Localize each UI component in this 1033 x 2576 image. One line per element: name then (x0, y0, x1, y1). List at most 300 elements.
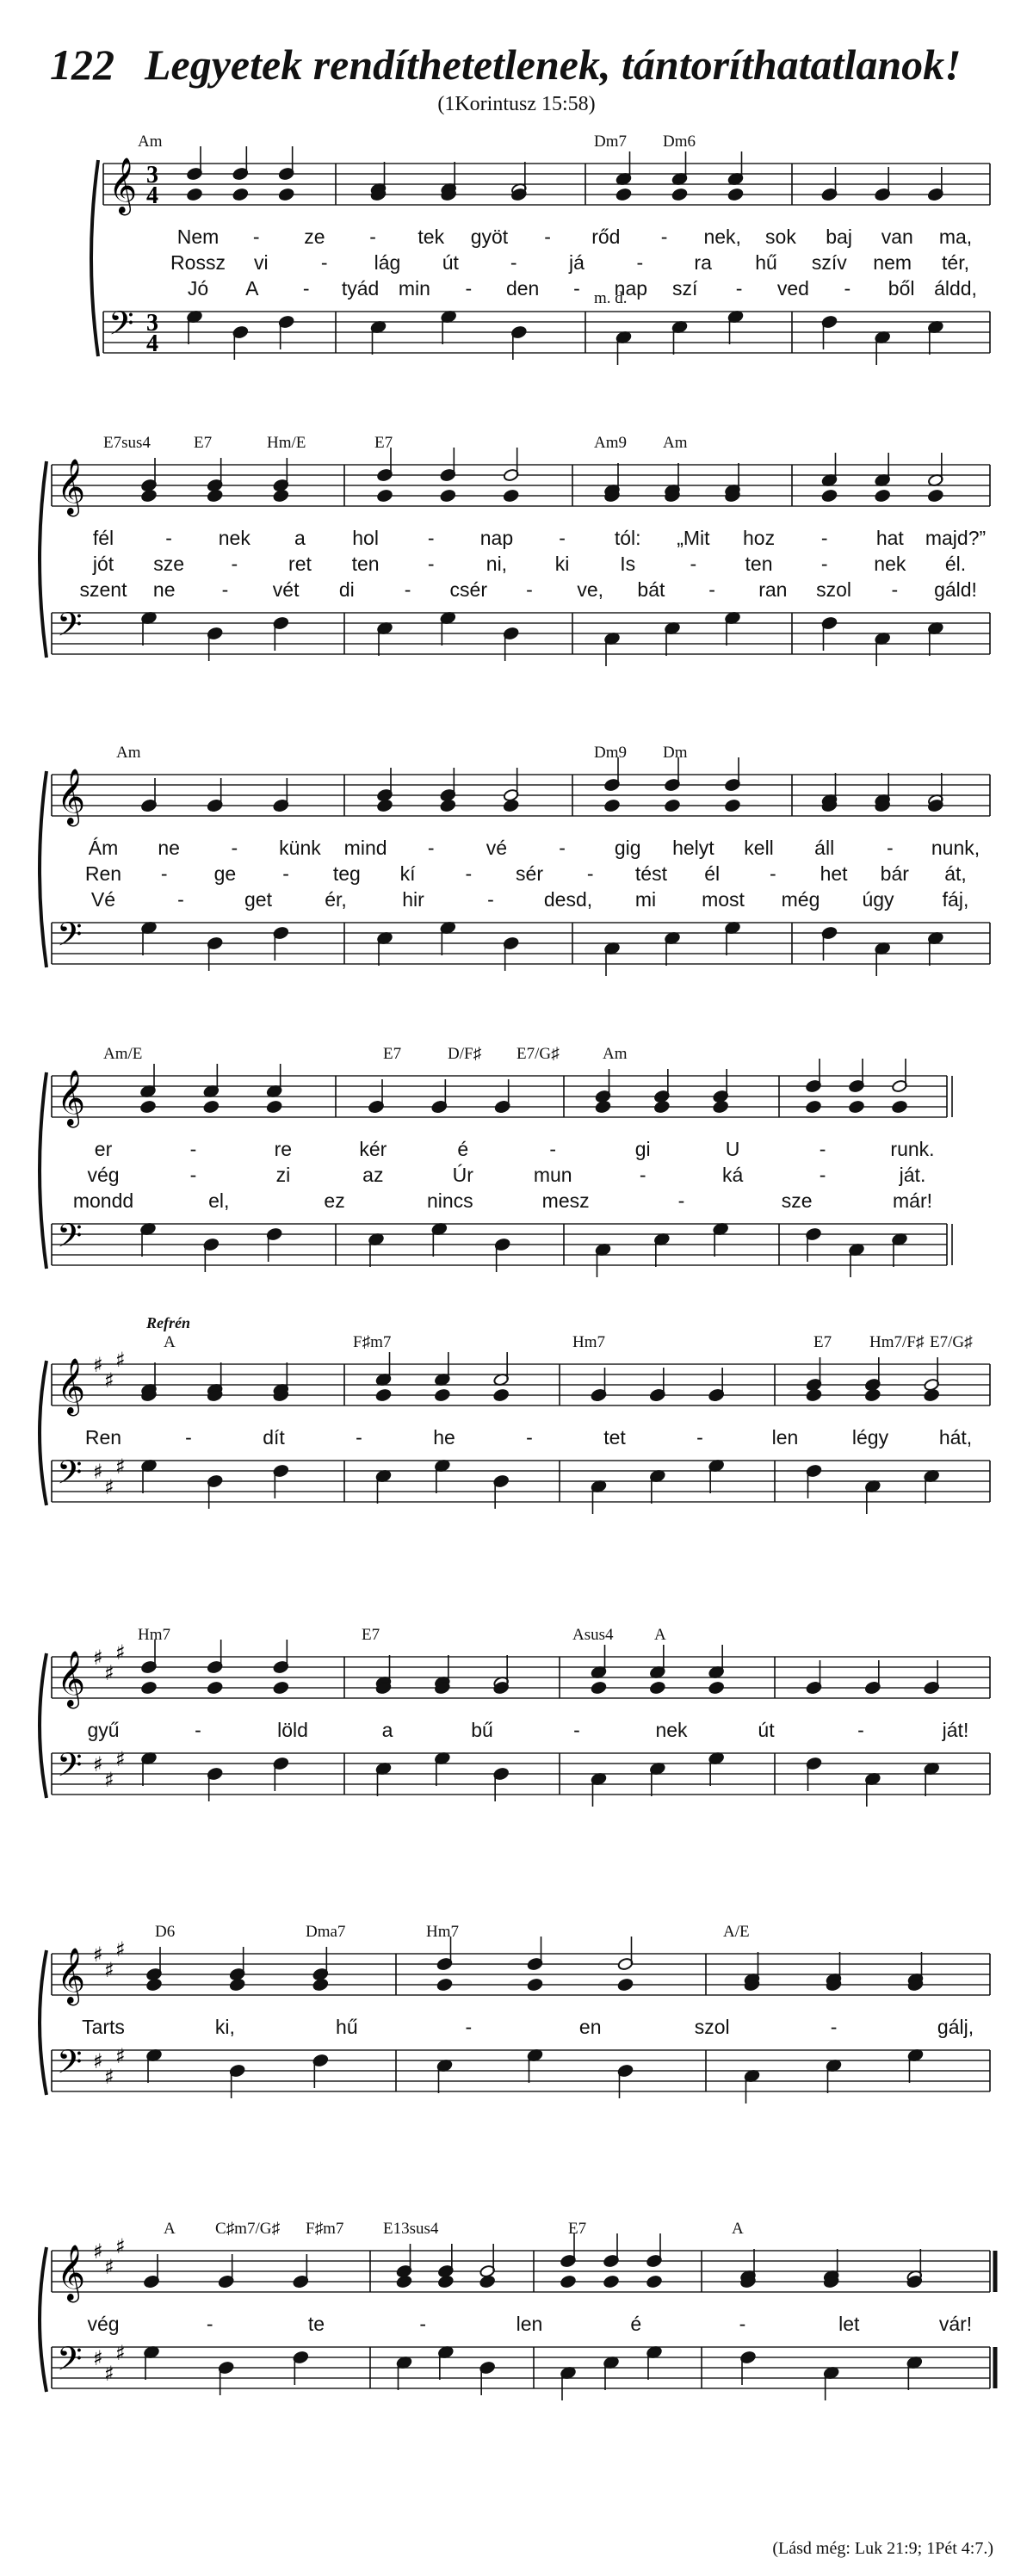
note-head (203, 1100, 220, 1114)
chord-symbol: Hm/E (267, 434, 306, 452)
chord-symbol: C♯m7/G♯ (215, 2220, 280, 2238)
key-signature-sharp: ♯ (115, 1937, 126, 1961)
lyric-hyphen: - (177, 888, 184, 911)
key-signature-sharp: ♯ (115, 2044, 126, 2068)
key-signature-sharp: ♯ (104, 2362, 114, 2386)
chord-symbol: Dm (663, 744, 688, 762)
key-signature-sharp: ♯ (104, 2255, 114, 2279)
lyric-syllable: gáld! (934, 578, 977, 601)
lyric-syllable: tet (603, 1426, 626, 1449)
lyric-hyphen: - (735, 277, 743, 300)
lyric-syllable: é (457, 1138, 469, 1160)
lyric-hyphen: - (231, 553, 238, 575)
bass-clef: 𝄢 (57, 915, 83, 961)
hymn-header (0, 0, 1033, 120)
chord-symbol: A/E (723, 1923, 750, 1941)
lyric-hyphen: - (586, 862, 594, 885)
key-signature-sharp: ♯ (93, 1646, 103, 1670)
system-brace (40, 1072, 46, 1269)
lyric-syllable: úgy (862, 888, 894, 911)
lyric-hyphen: - (427, 837, 435, 859)
lyric-syllable: di (338, 578, 355, 601)
lyric-hyphen: - (320, 251, 328, 274)
note-head (849, 1100, 865, 1114)
lyric-syllable: él (704, 862, 721, 885)
lyric-syllable: vég (87, 1164, 120, 1186)
lyric-syllable: ne (152, 578, 176, 601)
lyric-syllable: tól: (614, 527, 641, 549)
system-brace (40, 1653, 46, 1798)
lyric-hyphen: - (302, 277, 310, 300)
lyric-syllable: ér, (325, 888, 347, 911)
lyric-syllable: nek (218, 527, 251, 549)
lyric-syllable: helyt (672, 837, 714, 859)
key-signature-sharp: ♯ (93, 1752, 103, 1776)
note-head (653, 1100, 670, 1114)
lyric-syllable: Nem (176, 225, 220, 248)
lyric-hyphen: - (189, 1164, 197, 1186)
lyric-syllable: den (505, 277, 540, 300)
lyric-syllable: hű (336, 2016, 358, 2038)
note-head (440, 489, 456, 503)
lyric-syllable: Vé (90, 888, 116, 911)
chord-symbol: D/F♯ (448, 1045, 482, 1063)
key-signature-sharp: ♯ (93, 2049, 103, 2073)
chord-symbol: Am (138, 133, 163, 151)
note-head (479, 2275, 496, 2289)
chord-symbol: A (164, 2220, 176, 2238)
lyric-syllable: künk (279, 837, 321, 859)
lyric-syllable: ten (745, 553, 773, 575)
lyric-hyphen: - (465, 2016, 473, 2038)
music-system (0, 1041, 1033, 1351)
lyric-syllable: még (781, 888, 820, 911)
lyric-syllable: csér (449, 578, 488, 601)
lyric-syllable: fáj, (942, 888, 969, 911)
lyric-syllable: mind (343, 837, 387, 859)
lyric-syllable: vég (87, 2313, 120, 2335)
lyric-syllable: kí (399, 862, 416, 885)
lyric-syllable: most (702, 888, 745, 911)
note-head (436, 1978, 453, 1992)
chord-symbol: Dm9 (594, 744, 627, 762)
bass-clef: 𝄢 (57, 1745, 83, 1792)
lyric-syllable: már! (893, 1189, 932, 1212)
lyric-hyphen: - (819, 1164, 826, 1186)
note-head (146, 1978, 163, 1992)
key-signature-sharp: ♯ (115, 1455, 126, 1479)
lyric-syllable: Úr (452, 1164, 473, 1186)
lyric-syllable: gig (614, 837, 641, 859)
treble-clef: 𝄞 (57, 1948, 86, 2004)
lyric-syllable: ne (158, 837, 180, 859)
lyric-hyphen: - (739, 2313, 746, 2335)
key-signature-sharp: ♯ (115, 1640, 126, 1665)
lyric-hyphen: - (639, 1164, 646, 1186)
lyric-syllable: vár! (938, 2313, 973, 2335)
lyric-syllable: jót (92, 553, 114, 575)
lyric-syllable: A (245, 277, 259, 300)
system-brace (40, 1361, 46, 1505)
system-brace (40, 771, 46, 967)
lyric-hyphen: - (427, 553, 435, 575)
bass-clef: 𝄢 (57, 605, 83, 652)
note-head (646, 2275, 663, 2289)
lyric-syllable: hir (402, 888, 424, 911)
lyric-hyphen: - (830, 2016, 838, 2038)
note-head (727, 188, 744, 201)
lyric-syllable: légy (851, 1426, 889, 1449)
chord-symbol: Hm7 (138, 1626, 170, 1644)
lyric-hyphen: - (189, 1138, 197, 1160)
system-brace (40, 1950, 46, 2095)
hymn-number: 122 (50, 40, 114, 89)
lyric-syllable: lág (374, 251, 401, 274)
lyric-hyphen: - (770, 862, 776, 885)
time-signature: 4 (146, 182, 158, 209)
lyric-syllable: ret (288, 553, 312, 575)
lyric-syllable: sze (153, 553, 185, 575)
key-signature-sharp: ♯ (104, 1368, 114, 1393)
bass-clef: 𝄢 (57, 2339, 83, 2386)
lyric-syllable: Ren (84, 862, 122, 885)
lyric-hyphen: - (636, 251, 644, 274)
lyric-hyphen: - (559, 527, 566, 549)
lyric-syllable: min (398, 277, 430, 300)
lyric-hyphen: - (696, 1426, 703, 1449)
lyric-hyphen: - (844, 277, 851, 300)
lyric-hyphen: - (510, 251, 517, 274)
chord-symbol: A (732, 2220, 744, 2238)
lyric-syllable: a (381, 1719, 393, 1741)
lyric-syllable: ten (351, 553, 380, 575)
chord-symbol: Am (663, 434, 688, 452)
note-head (140, 1100, 157, 1114)
bass-clef: 𝄢 (57, 1453, 83, 1499)
lyric-syllable: nek, (703, 225, 741, 248)
music-system (0, 129, 1033, 439)
note-head (665, 799, 681, 812)
lyric-syllable: hű (755, 251, 777, 274)
lyric-syllable: let (838, 2313, 860, 2335)
lyric-syllable: nek (655, 1719, 688, 1741)
lyric-syllable: len (771, 1426, 799, 1449)
lyric-syllable: mi (634, 888, 657, 911)
lyric-syllable: len (516, 2313, 543, 2335)
lyric-syllable: nap (614, 277, 648, 300)
note-head (141, 489, 158, 503)
chord-symbol: A (654, 1626, 666, 1644)
treble-clef: 𝄞 (57, 769, 86, 825)
lyric-hyphen: - (465, 862, 473, 885)
lyric-hyphen: - (282, 862, 289, 885)
lyric-hyphen: - (165, 527, 172, 549)
note-head (617, 1978, 634, 1992)
lyric-syllable: áll (814, 837, 835, 859)
lyric-syllable: fél (92, 527, 114, 549)
lyric-syllable: él. (944, 553, 967, 575)
lyric-syllable: ve, (577, 578, 604, 601)
see-also-note: (Lásd még: Luk 21:9; 1Pét 4:7.) (772, 2539, 993, 2558)
note-head (312, 1978, 329, 1992)
lyric-syllable: gyöt (470, 225, 509, 248)
lyric-syllable: hoz (742, 527, 776, 549)
lyric-syllable: szol (694, 2016, 730, 2038)
note-head (207, 489, 223, 503)
chord-symbol: E7 (568, 2220, 587, 2238)
lyric-syllable: dít (263, 1426, 285, 1449)
note-head (527, 1978, 543, 1992)
note-head (924, 1388, 940, 1402)
lyric-syllable: Ám (88, 837, 119, 859)
chord-symbol: Am9 (594, 434, 627, 452)
lyric-hyphen: - (549, 1138, 557, 1160)
lyric-hyphen: - (820, 527, 828, 549)
note-head (437, 2275, 454, 2289)
note-head (927, 489, 943, 503)
chord-symbol: Dm6 (663, 133, 696, 151)
note-head (377, 489, 393, 503)
lyric-syllable: kér (359, 1138, 387, 1160)
music-system (0, 1919, 1033, 2229)
chord-symbol: Am (603, 1045, 628, 1063)
bass-clef: 𝄢 (108, 304, 134, 350)
lyric-syllable: nek (874, 553, 906, 575)
staff-graphics (0, 1041, 1033, 1351)
lyric-syllable: ki, (214, 2016, 235, 2038)
lyric-hyphen: - (369, 225, 376, 248)
note-head (892, 1100, 908, 1114)
chord-symbol: F♯m7 (353, 1333, 392, 1351)
lyric-hyphen: - (887, 837, 894, 859)
lyric-syllable: nem (873, 251, 912, 274)
lyric-syllable: het (820, 862, 848, 885)
lyric-syllable: te (307, 2313, 325, 2335)
lyric-syllable: nincs (426, 1189, 473, 1212)
key-signature-sharp: ♯ (104, 1661, 114, 1685)
note-head (187, 188, 203, 201)
note-head (493, 1388, 510, 1402)
lyric-syllable: „Mit (677, 527, 710, 549)
lyric-syllable: áldd, (934, 277, 977, 300)
lyric-syllable: gálj, (937, 2016, 974, 2038)
key-signature-sharp: ♯ (93, 1460, 103, 1484)
lyric-syllable: tek (418, 225, 445, 248)
lyric-syllable: az (362, 1164, 384, 1186)
scripture-reference: (1Korintusz 15:58) (437, 93, 596, 115)
lyric-syllable: ra (694, 251, 712, 274)
note-head (207, 1681, 223, 1695)
lyric-syllable: vi (254, 251, 269, 274)
chord-symbol: E7 (194, 434, 213, 452)
chord-symbol: Am/E (103, 1045, 143, 1063)
treble-clef: 𝄞 (57, 1070, 86, 1126)
chord-symbol: A (164, 1333, 176, 1351)
lyric-syllable: tyád (341, 277, 380, 300)
chord-symbol: D6 (155, 1923, 176, 1941)
lyric-syllable: át, (944, 862, 967, 885)
note-head (821, 489, 838, 503)
lyric-syllable: a (294, 527, 306, 549)
lyric-hyphen: - (526, 578, 533, 601)
lyric-syllable: baj (826, 225, 852, 248)
music-system (0, 430, 1033, 740)
music-system (0, 1622, 1033, 1932)
lyric-syllable: teg (332, 862, 361, 885)
key-signature-sharp: ♯ (93, 2346, 103, 2370)
lyric-syllable: sok (765, 225, 796, 248)
lyric-syllable: mesz (541, 1189, 590, 1212)
time-signature: 3 (146, 162, 158, 188)
lyric-hyphen: - (185, 1426, 192, 1449)
chord-symbol: E7/G♯ (930, 1333, 973, 1351)
lyric-hyphen: - (231, 837, 238, 859)
lyric-hyphen: - (708, 578, 715, 601)
note-head (595, 1100, 611, 1114)
lyric-syllable: ge (213, 862, 237, 885)
music-system (0, 1314, 1033, 1640)
lyric-hyphen: - (891, 578, 899, 601)
chord-symbol: Hm7 (572, 1333, 605, 1351)
lyric-hyphen: - (465, 277, 473, 300)
lyric-syllable: szí (672, 277, 698, 300)
lyric-syllable: el, (208, 1189, 230, 1212)
lyric-syllable: ni, (486, 553, 508, 575)
key-signature-sharp: ♯ (115, 2234, 126, 2258)
note-head (713, 1100, 729, 1114)
lyric-syllable: he (433, 1426, 455, 1449)
treble-clef: 𝄞 (57, 2245, 86, 2301)
lyric-hyphen: - (544, 225, 551, 248)
note-head (708, 1681, 725, 1695)
system-brace (91, 160, 98, 356)
key-signature-sharp: ♯ (93, 1943, 103, 1967)
chord-symbol: Am (116, 744, 141, 762)
note-head (434, 1388, 450, 1402)
lyric-syllable: hát, (938, 1426, 973, 1449)
note-head (503, 799, 519, 812)
lyric-syllable: ved (776, 277, 809, 300)
note-head (671, 188, 688, 201)
lyric-syllable: út (442, 251, 459, 274)
lyric-syllable: ran (758, 578, 788, 601)
note-head (396, 2275, 412, 2289)
time-signature: 3 (146, 310, 158, 337)
lyric-syllable: ma, (938, 225, 973, 248)
lyric-syllable: bát (637, 578, 665, 601)
refrain-label: Refrén (146, 1314, 190, 1331)
lyric-syllable: szent (79, 578, 127, 601)
note-head (725, 799, 741, 812)
key-signature-sharp: ♯ (93, 2239, 103, 2264)
chord-symbol: E7 (813, 1333, 832, 1351)
note-head (266, 1100, 282, 1114)
note-head (649, 1681, 665, 1695)
lyric-syllable: ze (304, 225, 325, 248)
lyric-syllable: mondd (72, 1189, 134, 1212)
lyric-hyphen: - (195, 1719, 201, 1741)
hymn-title: Legyetek rendíthetetlenek, tántoríthatatlanok! (145, 40, 962, 89)
chord-symbol: Dma7 (306, 1923, 346, 1941)
chord-symbol: Dm7 (594, 133, 627, 151)
lyric-hyphen: - (221, 578, 229, 601)
note-head (864, 1388, 881, 1402)
lyric-hyphen: - (526, 1426, 533, 1449)
treble-clef: 𝄞 (57, 1651, 86, 1707)
note-head (377, 799, 393, 812)
key-signature-sharp: ♯ (104, 1475, 114, 1499)
lyric-syllable: szol (816, 578, 852, 601)
chord-symbol: F♯m7 (306, 2220, 344, 2238)
note-head (229, 1978, 245, 1992)
music-system (0, 2216, 1033, 2526)
note-head (591, 1681, 607, 1695)
note-head (875, 489, 891, 503)
lyric-syllable: bű (471, 1719, 493, 1741)
key-signature-sharp: ♯ (104, 1958, 114, 1982)
lyric-hyphen: - (660, 225, 668, 248)
lyric-syllable: Is (620, 553, 636, 575)
lyric-syllable: tér, (942, 251, 969, 274)
chord-symbol: Hm7 (426, 1923, 459, 1941)
chord-symbol: E7 (374, 434, 393, 452)
lyric-hyphen: - (573, 1719, 580, 1741)
lyric-syllable: é (630, 2313, 642, 2335)
lyric-syllable: rőd (591, 225, 621, 248)
lyric-syllable: Tarts (82, 2016, 125, 2038)
system-brace (40, 461, 46, 658)
treble-clef: 𝄞 (108, 158, 138, 213)
lyric-hyphen: - (160, 862, 168, 885)
note-head (141, 1681, 158, 1695)
key-signature-sharp: ♯ (115, 2341, 126, 2365)
lyric-syllable: löld (277, 1719, 308, 1741)
music-system (0, 740, 1033, 1050)
lyric-syllable: van (881, 225, 913, 248)
lyric-syllable: U (725, 1138, 740, 1160)
note-head (273, 489, 289, 503)
lyric-syllable: vé (486, 837, 508, 859)
note-head (806, 1388, 822, 1402)
lyric-syllable: já (569, 251, 585, 274)
lyric-syllable: runk. (890, 1138, 935, 1160)
lyric-syllable: gyű (87, 1719, 120, 1741)
note-head (232, 188, 249, 201)
lyric-hyphen: - (419, 2313, 427, 2335)
lyric-syllable: get (244, 888, 272, 911)
note-head (806, 1100, 822, 1114)
note-head (503, 489, 519, 503)
lyric-syllable: út (758, 1719, 775, 1741)
lyric-syllable: Ren (84, 1426, 122, 1449)
lyric-syllable: nunk, (931, 837, 980, 859)
chord-symbol: E7 (362, 1626, 380, 1644)
treble-clef: 𝄞 (57, 459, 86, 515)
lyric-syllable: ből (888, 277, 915, 300)
note-head (375, 1388, 392, 1402)
lyric-hyphen: - (427, 527, 435, 549)
lyric-syllable: gi (634, 1138, 651, 1160)
lyric-syllable: re (274, 1138, 293, 1160)
lyric-syllable: desd, (543, 888, 593, 911)
lyric-syllable: sér (516, 862, 543, 885)
lyric-hyphen: - (404, 578, 411, 601)
lyric-hyphen: - (820, 553, 828, 575)
lyric-hyphen: - (819, 1138, 826, 1160)
lyric-syllable: ká (721, 1164, 744, 1186)
time-signature: 4 (146, 330, 158, 357)
key-signature-sharp: ♯ (104, 2065, 114, 2089)
